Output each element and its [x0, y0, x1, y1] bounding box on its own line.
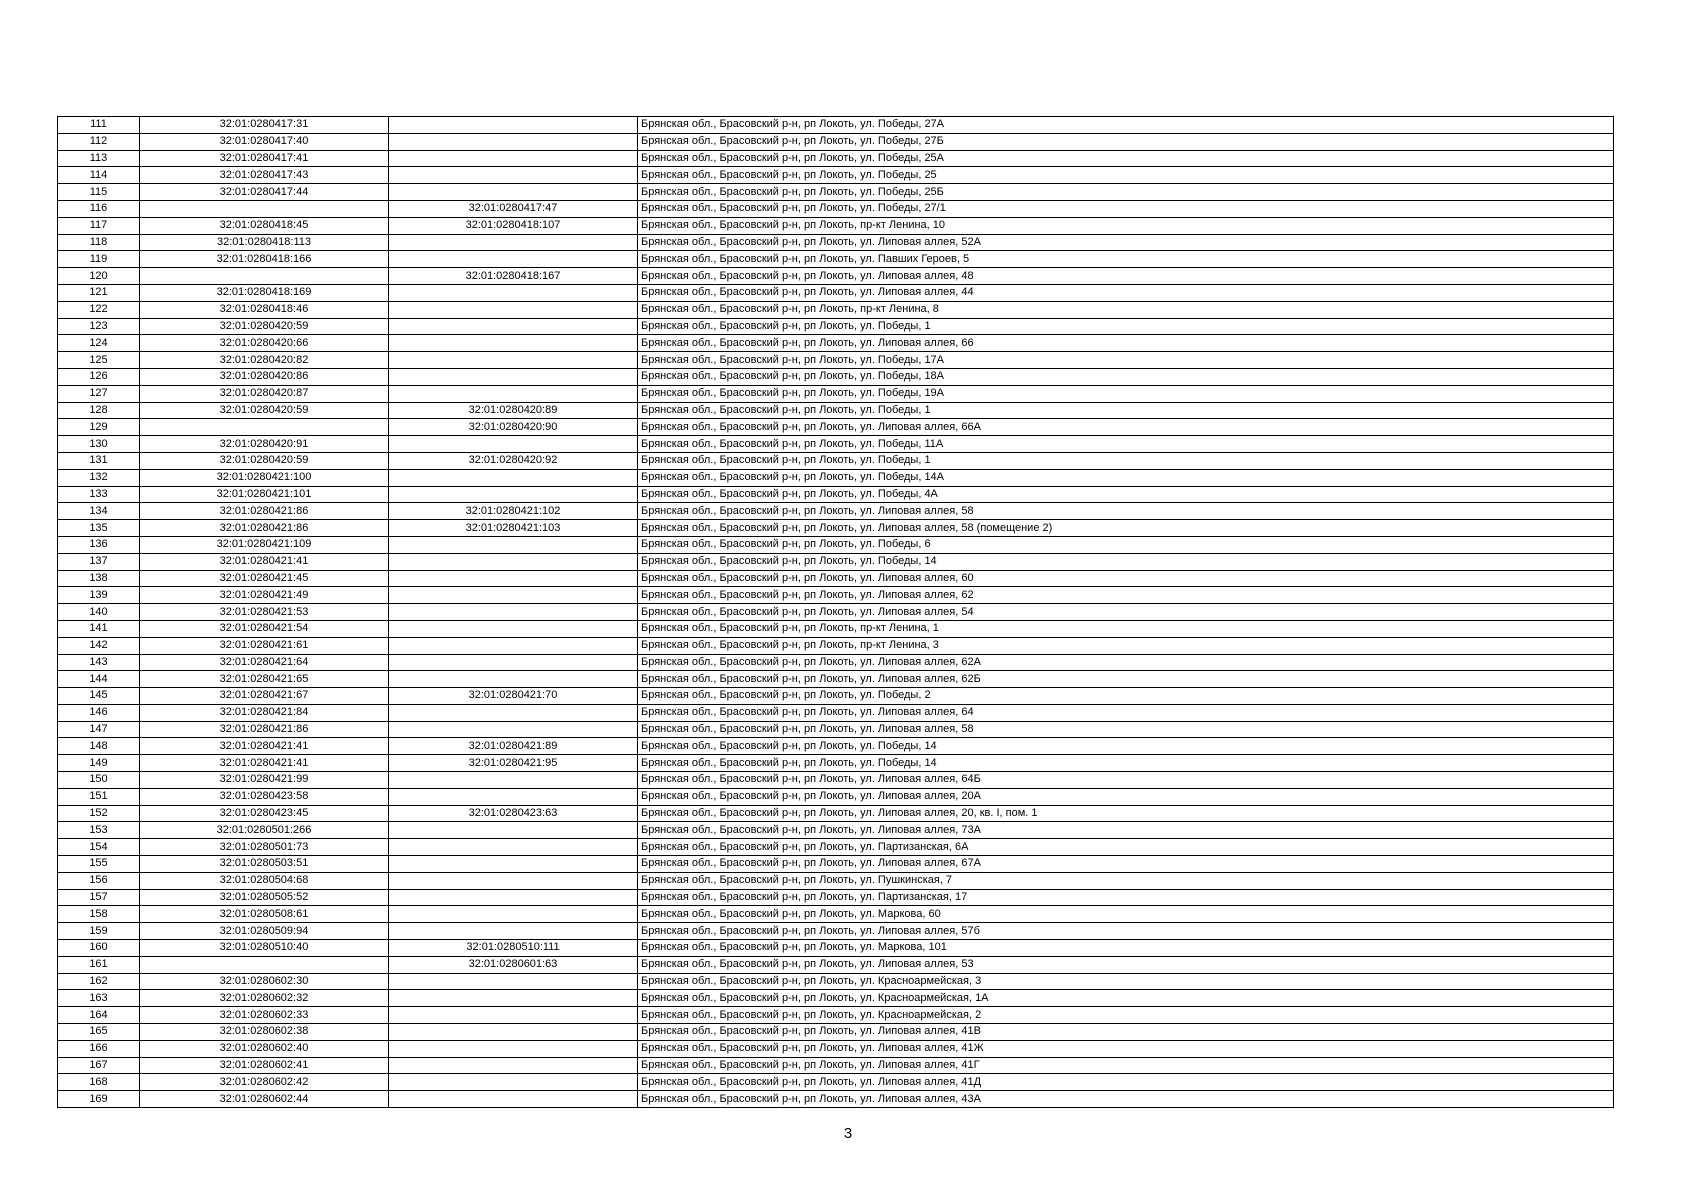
row-number-cell: 133: [58, 486, 140, 503]
row-number-cell: 164: [58, 1007, 140, 1024]
row-number-cell: 118: [58, 234, 140, 251]
address-cell: Брянская обл., Брасовский р-н, рп Локоть, пр-кт Ленина, 1: [638, 620, 1614, 637]
table-row: [58, 335, 1614, 352]
table-row: [58, 973, 1614, 990]
table-row: [58, 1057, 1614, 1074]
address-cell: Брянская обл., Брасовский р-н, рп Локоть, ул. Победы, 1: [638, 402, 1614, 419]
address-cell: Брянская обл., Брасовский р-н, рп Локоть, ул. Победы, 14А: [638, 469, 1614, 486]
object-cadastral-number-cell: [389, 251, 638, 268]
address-cell: Брянская обл., Брасовский р-н, рп Локоть, ул. Маркова, 60: [638, 906, 1614, 923]
table-row: [58, 654, 1614, 671]
address-cell: Брянская обл., Брасовский р-н, рп Локоть, ул. Липовая аллея, 58: [638, 721, 1614, 738]
address-cell: Брянская обл., Брасовский р-н, рп Локоть, ул. Победы, 25Б: [638, 184, 1614, 201]
table-row: [58, 217, 1614, 234]
table-row: [58, 956, 1614, 973]
row-number-cell: 167: [58, 1057, 140, 1074]
table-row: [58, 150, 1614, 167]
row-number-cell: 117: [58, 217, 140, 234]
row-number-cell: 169: [58, 1091, 140, 1108]
address-cell: Брянская обл., Брасовский р-н, рп Локоть, ул. Липовая аллея, 58 (помещение 2): [638, 520, 1614, 537]
address-cell: Брянская обл., Брасовский р-н, рп Локоть, ул. Победы, 1: [638, 452, 1614, 469]
address-cell: Брянская обл., Брасовский р-н, рп Локоть, ул. Липовая аллея, 48: [638, 268, 1614, 285]
table-row: [58, 268, 1614, 285]
object-cadastral-number-cell: [389, 335, 638, 352]
cadastral-number-cell: 32:01:0280421:49: [140, 587, 389, 604]
cadastral-number-cell: 32:01:0280420:87: [140, 385, 389, 402]
address-cell: Брянская обл., Брасовский р-н, рп Локоть, ул. Липовая аллея, 57б: [638, 923, 1614, 940]
object-cadastral-number-cell: [389, 654, 638, 671]
object-cadastral-number-cell: [389, 486, 638, 503]
address-cell: Брянская обл., Брасовский р-н, рп Локоть, ул. Победы, 2: [638, 688, 1614, 705]
address-cell: Брянская обл., Брасовский р-н, рп Локоть, ул. Липовая аллея, 52А: [638, 234, 1614, 251]
object-cadastral-number-cell: [389, 604, 638, 621]
cadastral-number-cell: 32:01:0280421:41: [140, 553, 389, 570]
table-row: [58, 671, 1614, 688]
address-cell: Брянская обл., Брасовский р-н, рп Локоть, ул. Красноармейская, 3: [638, 973, 1614, 990]
object-cadastral-number-cell: [389, 301, 638, 318]
cadastral-number-cell: [140, 419, 389, 436]
object-cadastral-number-cell: [389, 1040, 638, 1057]
cadastral-number-cell: 32:01:0280417:43: [140, 167, 389, 184]
cadastral-number-cell: 32:01:0280501:73: [140, 839, 389, 856]
address-cell: Брянская обл., Брасовский р-н, рп Локоть, ул. Липовая аллея, 58: [638, 503, 1614, 520]
address-cell: Брянская обл., Брасовский р-н, рп Локоть, ул. Победы, 6: [638, 536, 1614, 553]
table-row: [58, 520, 1614, 537]
table-row: [58, 839, 1614, 856]
table-row: [58, 822, 1614, 839]
address-cell: Брянская обл., Брасовский р-н, рп Локоть, ул. Липовая аллея, 41Ж: [638, 1040, 1614, 1057]
row-number-cell: 151: [58, 788, 140, 805]
cadastral-number-cell: 32:01:0280420:86: [140, 368, 389, 385]
row-number-cell: 141: [58, 620, 140, 637]
cadastral-number-cell: 32:01:0280421:109: [140, 536, 389, 553]
table-row: [58, 402, 1614, 419]
row-number-cell: 120: [58, 268, 140, 285]
cadastral-number-cell: 32:01:0280421:86: [140, 721, 389, 738]
cadastral-number-cell: 32:01:0280421:100: [140, 469, 389, 486]
row-number-cell: 155: [58, 856, 140, 873]
row-number-cell: 154: [58, 839, 140, 856]
address-cell: Брянская обл., Брасовский р-н, рп Локоть, ул. Победы, 17А: [638, 352, 1614, 369]
address-cell: Брянская обл., Брасовский р-н, рп Локоть, ул. Победы, 14: [638, 755, 1614, 772]
table-row: [58, 1007, 1614, 1024]
row-number-cell: 124: [58, 335, 140, 352]
cadastral-number-cell: 32:01:0280509:94: [140, 923, 389, 940]
table-row: [58, 620, 1614, 637]
address-cell: Брянская обл., Брасовский р-н, рп Локоть, ул. Победы, 27А: [638, 117, 1614, 134]
row-number-cell: 121: [58, 284, 140, 301]
cadastral-number-cell: 32:01:0280602:33: [140, 1007, 389, 1024]
table-row: [58, 469, 1614, 486]
object-cadastral-number-cell: 32:01:0280421:102: [389, 503, 638, 520]
table-row: [58, 889, 1614, 906]
object-cadastral-number-cell: [389, 620, 638, 637]
object-cadastral-number-cell: 32:01:0280420:92: [389, 452, 638, 469]
row-number-cell: 161: [58, 956, 140, 973]
object-cadastral-number-cell: [389, 704, 638, 721]
object-cadastral-number-cell: 32:01:0280423:63: [389, 805, 638, 822]
address-cell: Брянская обл., Брасовский р-н, рп Локоть, ул. Победы, 11А: [638, 436, 1614, 453]
row-number-cell: 122: [58, 301, 140, 318]
object-cadastral-number-cell: [389, 352, 638, 369]
cadastral-number-cell: 32:01:0280505:52: [140, 889, 389, 906]
cadastral-number-cell: 32:01:0280421:54: [140, 620, 389, 637]
row-number-cell: 131: [58, 452, 140, 469]
row-number-cell: 144: [58, 671, 140, 688]
address-cell: Брянская обл., Брасовский р-н, рп Локоть, ул. Липовая аллея, 66А: [638, 419, 1614, 436]
address-cell: Брянская обл., Брасовский р-н, рп Локоть, ул. Липовая аллея, 41Д: [638, 1074, 1614, 1091]
cadastral-number-cell: 32:01:0280602:32: [140, 990, 389, 1007]
cadastral-number-cell: 32:01:0280423:45: [140, 805, 389, 822]
table-row: [58, 872, 1614, 889]
cadastral-number-cell: 32:01:0280602:40: [140, 1040, 389, 1057]
object-cadastral-number-cell: [389, 536, 638, 553]
table-row: [58, 772, 1614, 789]
row-number-cell: 128: [58, 402, 140, 419]
address-cell: Брянская обл., Брасовский р-н, рп Локоть, ул. Липовая аллея, 64: [638, 704, 1614, 721]
row-number-cell: 115: [58, 184, 140, 201]
table-row: [58, 234, 1614, 251]
table-row: [58, 570, 1614, 587]
table-row: [58, 856, 1614, 873]
row-number-cell: 136: [58, 536, 140, 553]
row-number-cell: 149: [58, 755, 140, 772]
cadastral-number-cell: 32:01:0280602:41: [140, 1057, 389, 1074]
object-cadastral-number-cell: 32:01:0280510:111: [389, 940, 638, 957]
row-number-cell: 168: [58, 1074, 140, 1091]
row-number-cell: 150: [58, 772, 140, 789]
cadastral-number-cell: 32:01:0280602:42: [140, 1074, 389, 1091]
table-row: [58, 805, 1614, 822]
address-cell: Брянская обл., Брасовский р-н, рп Локоть, ул. Липовая аллея, 66: [638, 335, 1614, 352]
table-row: [58, 301, 1614, 318]
row-number-cell: 142: [58, 637, 140, 654]
cadastral-number-cell: 32:01:0280602:30: [140, 973, 389, 990]
object-cadastral-number-cell: [389, 721, 638, 738]
row-number-cell: 125: [58, 352, 140, 369]
cadastral-number-cell: 32:01:0280418:166: [140, 251, 389, 268]
cadastral-number-cell: [140, 268, 389, 285]
row-number-cell: 157: [58, 889, 140, 906]
row-number-cell: 145: [58, 688, 140, 705]
cadastral-number-cell: 32:01:0280420:59: [140, 318, 389, 335]
object-cadastral-number-cell: 32:01:0280421:70: [389, 688, 638, 705]
object-cadastral-number-cell: [389, 822, 638, 839]
cadastral-number-cell: 32:01:0280421:101: [140, 486, 389, 503]
cadastral-number-cell: 32:01:0280417:40: [140, 133, 389, 150]
table-row: [58, 200, 1614, 217]
address-cell: Брянская обл., Брасовский р-н, рп Локоть, ул. Липовая аллея, 62: [638, 587, 1614, 604]
table-row: [58, 990, 1614, 1007]
object-cadastral-number-cell: [389, 671, 638, 688]
row-number-cell: 165: [58, 1024, 140, 1041]
cadastral-number-cell: 32:01:0280420:59: [140, 402, 389, 419]
cadastral-number-cell: [140, 956, 389, 973]
object-cadastral-number-cell: [389, 150, 638, 167]
address-cell: Брянская обл., Брасовский р-н, рп Локоть, ул. Победы, 14: [638, 553, 1614, 570]
address-cell: Брянская обл., Брасовский р-н, рп Локоть, ул. Павших Героев, 5: [638, 251, 1614, 268]
table-row: [58, 385, 1614, 402]
object-cadastral-number-cell: [389, 772, 638, 789]
object-cadastral-number-cell: 32:01:0280601:63: [389, 956, 638, 973]
cadastral-number-cell: 32:01:0280421:41: [140, 755, 389, 772]
table-row: [58, 553, 1614, 570]
object-cadastral-number-cell: [389, 856, 638, 873]
row-number-cell: 119: [58, 251, 140, 268]
table-row: [58, 587, 1614, 604]
table-row: [58, 940, 1614, 957]
table-row: [58, 284, 1614, 301]
address-cell: Брянская обл., Брасовский р-н, рп Локоть, ул. Липовая аллея, 54: [638, 604, 1614, 621]
cadastral-number-cell: 32:01:0280421:86: [140, 503, 389, 520]
row-number-cell: 126: [58, 368, 140, 385]
cadastral-number-cell: 32:01:0280421:45: [140, 570, 389, 587]
address-cell: Брянская обл., Брасовский р-н, рп Локоть, ул. Партизанская, 6А: [638, 839, 1614, 856]
row-number-cell: 127: [58, 385, 140, 402]
object-cadastral-number-cell: 32:01:0280420:90: [389, 419, 638, 436]
table-row: [58, 368, 1614, 385]
object-cadastral-number-cell: [389, 385, 638, 402]
table-row: [58, 419, 1614, 436]
row-number-cell: 112: [58, 133, 140, 150]
object-cadastral-number-cell: [389, 637, 638, 654]
cadastral-number-cell: 32:01:0280418:45: [140, 217, 389, 234]
address-cell: Брянская обл., Брасовский р-н, рп Локоть, ул. Победы, 25А: [638, 150, 1614, 167]
address-cell: Брянская обл., Брасовский р-н, рп Локоть, ул. Победы, 1: [638, 318, 1614, 335]
row-number-cell: 129: [58, 419, 140, 436]
cadastral-number-cell: 32:01:0280503:51: [140, 856, 389, 873]
object-cadastral-number-cell: [389, 889, 638, 906]
table-row: [58, 1024, 1614, 1041]
cadastral-number-cell: 32:01:0280421:65: [140, 671, 389, 688]
table-row: [58, 906, 1614, 923]
cadastral-table: [57, 116, 1614, 1108]
table-row: [58, 167, 1614, 184]
address-cell: Брянская обл., Брасовский р-н, рп Локоть, ул. Липовая аллея, 64Б: [638, 772, 1614, 789]
table-row: [58, 1091, 1614, 1108]
table-row: [58, 536, 1614, 553]
address-cell: Брянская обл., Брасовский р-н, рп Локоть, ул. Победы, 14: [638, 738, 1614, 755]
object-cadastral-number-cell: [389, 1091, 638, 1108]
address-cell: Брянская обл., Брасовский р-н, рп Локоть, ул. Липовая аллея, 41В: [638, 1024, 1614, 1041]
cadastral-number-cell: 32:01:0280421:64: [140, 654, 389, 671]
object-cadastral-number-cell: [389, 184, 638, 201]
table-row: [58, 923, 1614, 940]
object-cadastral-number-cell: [389, 788, 638, 805]
object-cadastral-number-cell: [389, 234, 638, 251]
address-cell: Брянская обл., Брасовский р-н, рп Локоть, ул. Липовая аллея, 62А: [638, 654, 1614, 671]
address-cell: Брянская обл., Брасовский р-н, рп Локоть, пр-кт Ленина, 3: [638, 637, 1614, 654]
cadastral-number-cell: 32:01:0280421:86: [140, 520, 389, 537]
cadastral-number-cell: 32:01:0280420:91: [140, 436, 389, 453]
cadastral-number-cell: 32:01:0280420:66: [140, 335, 389, 352]
object-cadastral-number-cell: [389, 570, 638, 587]
table-row: [58, 133, 1614, 150]
address-cell: Брянская обл., Брасовский р-н, рп Локоть, ул. Липовая аллея, 43А: [638, 1091, 1614, 1108]
row-number-cell: 147: [58, 721, 140, 738]
row-number-cell: 140: [58, 604, 140, 621]
object-cadastral-number-cell: [389, 469, 638, 486]
row-number-cell: 143: [58, 654, 140, 671]
row-number-cell: 132: [58, 469, 140, 486]
object-cadastral-number-cell: 32:01:0280418:107: [389, 217, 638, 234]
object-cadastral-number-cell: [389, 133, 638, 150]
address-cell: Брянская обл., Брасовский р-н, рп Локоть, ул. Липовая аллея, 62Б: [638, 671, 1614, 688]
table-row: [58, 1074, 1614, 1091]
address-cell: Брянская обл., Брасовский р-н, рп Локоть, пр-кт Ленина, 8: [638, 301, 1614, 318]
cadastral-number-cell: 32:01:0280418:113: [140, 234, 389, 251]
address-cell: Брянская обл., Брасовский р-н, рп Локоть, ул. Маркова, 101: [638, 940, 1614, 957]
address-cell: Брянская обл., Брасовский р-н, рп Локоть, ул. Победы, 4А: [638, 486, 1614, 503]
address-cell: Брянская обл., Брасовский р-н, рп Локоть, ул. Липовая аллея, 53: [638, 956, 1614, 973]
row-number-cell: 116: [58, 200, 140, 217]
row-number-cell: 111: [58, 117, 140, 134]
cadastral-number-cell: [140, 200, 389, 217]
object-cadastral-number-cell: 32:01:0280418:167: [389, 268, 638, 285]
row-number-cell: 137: [58, 553, 140, 570]
row-number-cell: 163: [58, 990, 140, 1007]
cadastral-number-cell: 32:01:0280417:31: [140, 117, 389, 134]
address-cell: Брянская обл., Брасовский р-н, рп Локоть, ул. Победы, 27Б: [638, 133, 1614, 150]
cadastral-number-cell: 32:01:0280420:59: [140, 452, 389, 469]
cadastral-number-cell: 32:01:0280602:38: [140, 1024, 389, 1041]
cadastral-number-cell: 32:01:0280421:41: [140, 738, 389, 755]
object-cadastral-number-cell: [389, 167, 638, 184]
object-cadastral-number-cell: [389, 368, 638, 385]
address-cell: Брянская обл., Брасовский р-н, рп Локоть, пр-кт Ленина, 10: [638, 217, 1614, 234]
table-row: [58, 604, 1614, 621]
table-row: [58, 738, 1614, 755]
object-cadastral-number-cell: [389, 1007, 638, 1024]
cadastral-number-cell: 32:01:0280418:46: [140, 301, 389, 318]
object-cadastral-number-cell: [389, 1057, 638, 1074]
object-cadastral-number-cell: [389, 973, 638, 990]
cadastral-number-cell: 32:01:0280510:40: [140, 940, 389, 957]
row-number-cell: 160: [58, 940, 140, 957]
object-cadastral-number-cell: [389, 587, 638, 604]
object-cadastral-number-cell: [389, 1074, 638, 1091]
address-cell: Брянская обл., Брасовский р-н, рп Локоть, ул. Липовая аллея, 41Г: [638, 1057, 1614, 1074]
object-cadastral-number-cell: [389, 872, 638, 889]
row-number-cell: 148: [58, 738, 140, 755]
table-row: [58, 117, 1614, 134]
table-row: [58, 184, 1614, 201]
address-cell: Брянская обл., Брасовский р-н, рп Локоть, ул. Липовая аллея, 60: [638, 570, 1614, 587]
row-number-cell: 113: [58, 150, 140, 167]
address-cell: Брянская обл., Брасовский р-н, рп Локоть, ул. Пушкинская, 7: [638, 872, 1614, 889]
cadastral-number-cell: 32:01:0280501:266: [140, 822, 389, 839]
address-cell: Брянская обл., Брасовский р-н, рп Локоть, ул. Липовая аллея, 20, кв. I, пом. 1: [638, 805, 1614, 822]
cadastral-number-cell: 32:01:0280418:169: [140, 284, 389, 301]
table-row: [58, 721, 1614, 738]
object-cadastral-number-cell: [389, 906, 638, 923]
object-cadastral-number-cell: 32:01:0280417:47: [389, 200, 638, 217]
object-cadastral-number-cell: [389, 318, 638, 335]
object-cadastral-number-cell: [389, 990, 638, 1007]
row-number-cell: 159: [58, 923, 140, 940]
table-row: [58, 486, 1614, 503]
table-row: [58, 637, 1614, 654]
table-row: [58, 788, 1614, 805]
cadastral-number-cell: 32:01:0280421:67: [140, 688, 389, 705]
table-row: [58, 318, 1614, 335]
object-cadastral-number-cell: [389, 117, 638, 134]
row-number-cell: 152: [58, 805, 140, 822]
cadastral-number-cell: 32:01:0280421:61: [140, 637, 389, 654]
address-cell: Брянская обл., Брасовский р-н, рп Локоть, ул. Победы, 18А: [638, 368, 1614, 385]
cadastral-number-cell: 32:01:0280423:58: [140, 788, 389, 805]
row-number-cell: 156: [58, 872, 140, 889]
address-cell: Брянская обл., Брасовский р-н, рп Локоть, ул. Липовая аллея, 73А: [638, 822, 1614, 839]
table-row: [58, 436, 1614, 453]
cadastral-number-cell: 32:01:0280421:99: [140, 772, 389, 789]
table-row: [58, 704, 1614, 721]
cadastral-number-cell: 32:01:0280417:41: [140, 150, 389, 167]
cadastral-number-cell: 32:01:0280508:61: [140, 906, 389, 923]
table-row: [58, 755, 1614, 772]
row-number-cell: 134: [58, 503, 140, 520]
cadastral-number-cell: 32:01:0280602:44: [140, 1091, 389, 1108]
object-cadastral-number-cell: [389, 553, 638, 570]
row-number-cell: 158: [58, 906, 140, 923]
object-cadastral-number-cell: [389, 284, 638, 301]
table-row: [58, 1040, 1614, 1057]
table-row: [58, 452, 1614, 469]
table-body: [58, 117, 1614, 1108]
row-number-cell: 123: [58, 318, 140, 335]
address-cell: Брянская обл., Брасовский р-н, рп Локоть, ул. Победы, 25: [638, 167, 1614, 184]
object-cadastral-number-cell: 32:01:0280420:89: [389, 402, 638, 419]
page-number: 3: [843, 1125, 853, 1142]
object-cadastral-number-cell: [389, 436, 638, 453]
cadastral-number-cell: 32:01:0280421:53: [140, 604, 389, 621]
row-number-cell: 138: [58, 570, 140, 587]
row-number-cell: 139: [58, 587, 140, 604]
address-cell: Брянская обл., Брасовский р-н, рп Локоть, ул. Партизанская, 17: [638, 889, 1614, 906]
address-cell: Брянская обл., Брасовский р-н, рп Локоть, ул. Победы, 19А: [638, 385, 1614, 402]
row-number-cell: 135: [58, 520, 140, 537]
row-number-cell: 130: [58, 436, 140, 453]
address-cell: Брянская обл., Брасовский р-н, рп Локоть, ул. Липовая аллея, 44: [638, 284, 1614, 301]
row-number-cell: 153: [58, 822, 140, 839]
object-cadastral-number-cell: [389, 923, 638, 940]
object-cadastral-number-cell: 32:01:0280421:103: [389, 520, 638, 537]
address-cell: Брянская обл., Брасовский р-н, рп Локоть, ул. Липовая аллея, 67А: [638, 856, 1614, 873]
row-number-cell: 166: [58, 1040, 140, 1057]
address-cell: Брянская обл., Брасовский р-н, рп Локоть, ул. Липовая аллея, 20А: [638, 788, 1614, 805]
row-number-cell: 162: [58, 973, 140, 990]
table-row: [58, 688, 1614, 705]
object-cadastral-number-cell: [389, 1024, 638, 1041]
cadastral-number-cell: 32:01:0280420:82: [140, 352, 389, 369]
address-cell: Брянская обл., Брасовский р-н, рп Локоть, ул. Победы, 27/1: [638, 200, 1614, 217]
object-cadastral-number-cell: 32:01:0280421:95: [389, 755, 638, 772]
table-row: [58, 503, 1614, 520]
object-cadastral-number-cell: [389, 839, 638, 856]
address-cell: Брянская обл., Брасовский р-н, рп Локоть, ул. Красноармейская, 1А: [638, 990, 1614, 1007]
cadastral-number-cell: 32:01:0280504:68: [140, 872, 389, 889]
cadastral-number-cell: 32:01:0280417:44: [140, 184, 389, 201]
table-row: [58, 251, 1614, 268]
row-number-cell: 114: [58, 167, 140, 184]
cadastral-number-cell: 32:01:0280421:84: [140, 704, 389, 721]
object-cadastral-number-cell: 32:01:0280421:89: [389, 738, 638, 755]
table-row: [58, 352, 1614, 369]
address-cell: Брянская обл., Брасовский р-н, рп Локоть, ул. Красноармейская, 2: [638, 1007, 1614, 1024]
row-number-cell: 146: [58, 704, 140, 721]
